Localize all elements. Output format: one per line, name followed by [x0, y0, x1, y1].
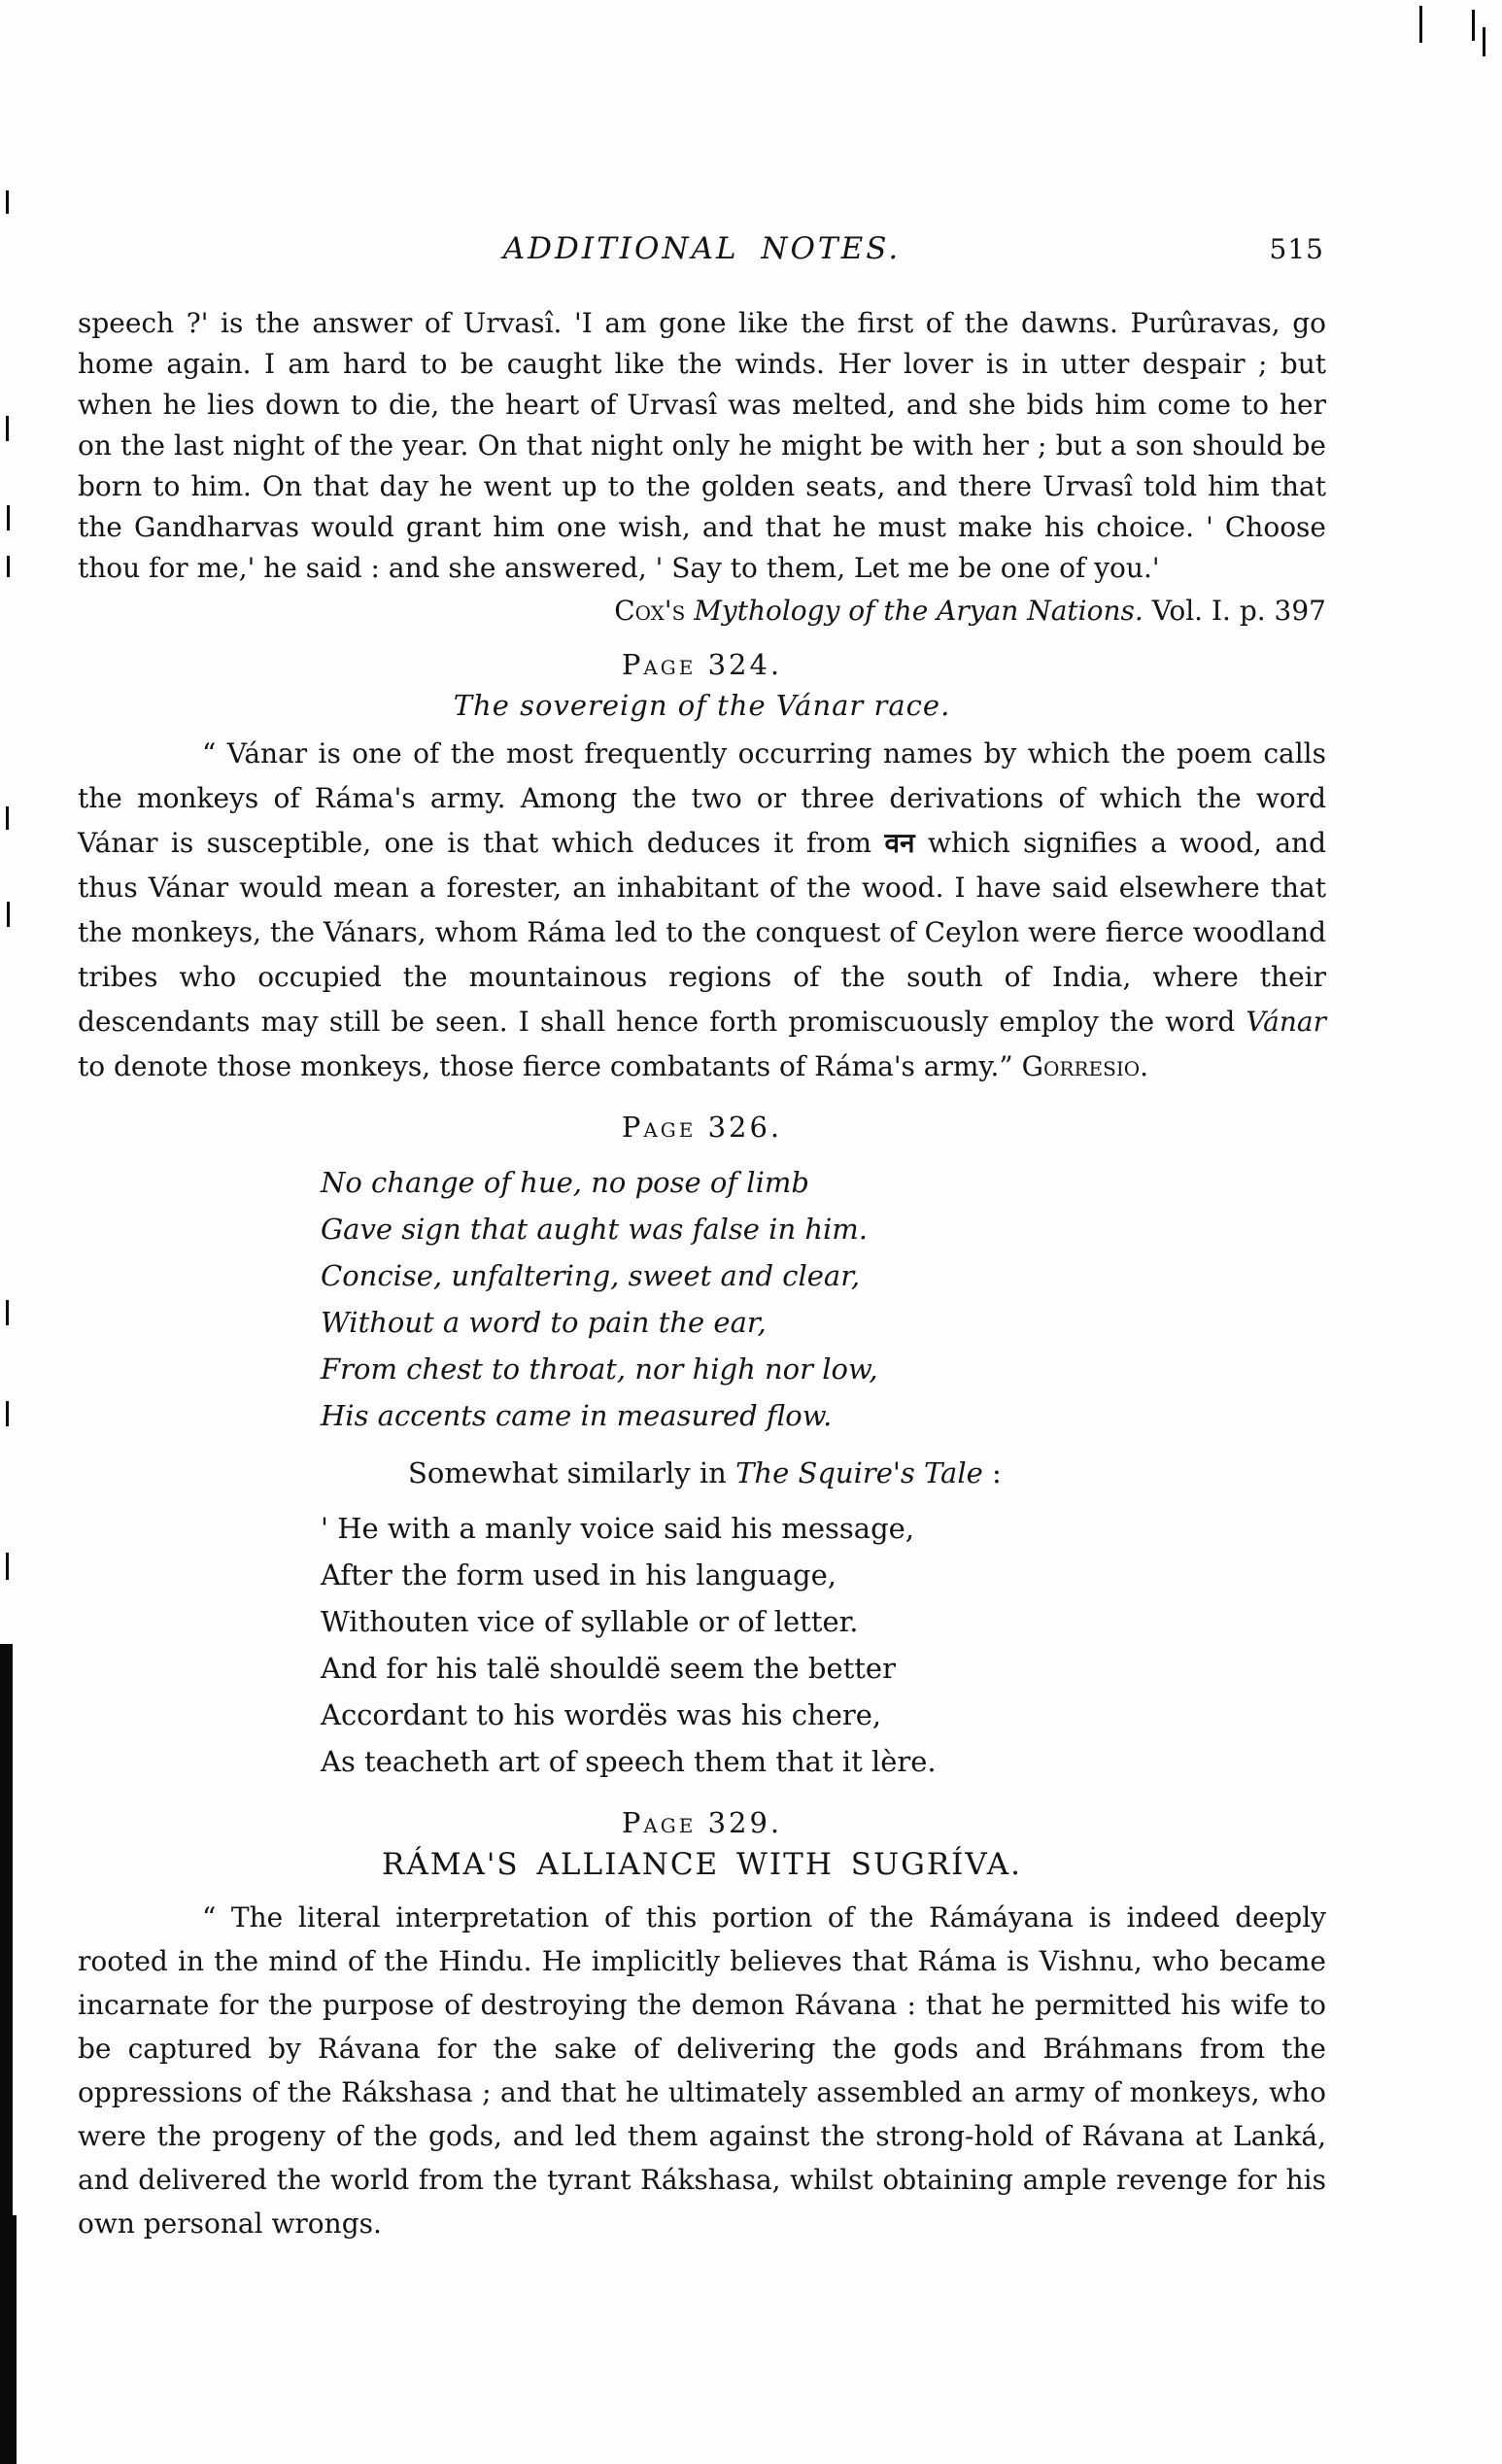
verse-line: No change of hue, no pose of limb	[321, 1166, 809, 1199]
scan-artifact-topright-3	[1483, 27, 1485, 56]
scan-artifact-topright-2	[1472, 10, 1475, 41]
scan-artifact-topright-1	[1419, 6, 1422, 43]
verse-rama-speech	[321, 1159, 1326, 1439]
citation-work-title: Mythology of the Aryan Nations.	[694, 595, 1144, 627]
subtitle-sovereign-vanar: The sovereign of the Vánar race.	[453, 689, 951, 722]
scan-artifact-margin-tick-9	[6, 1553, 9, 1580]
scan-artifact-margin-tick-3	[7, 505, 10, 530]
squire-intro-lead: Somewhat similarly in	[408, 1456, 736, 1489]
citation-locator: Vol. I. p. 397	[1143, 595, 1326, 627]
squire-tale-title: The Squire's Tale	[735, 1456, 983, 1489]
scan-artifact-binding-bar-thick	[0, 2215, 17, 2464]
paragraph-vanar: “ Vánar is one of the most frequently occurring names by which the poem calls the monkeys of Ráma's army. Among the two or three derivations of which the word Vánar is susceptible, one is that which deduces it from वन which signifies a wood, and thus Vánar would mean a forester, an inhabitant of the wood. I have said elsewhere that the monkeys, the Vánars, whom Ráma led to the conquest of Ceylon were fierce woodland tribes who occupied the mountainous regions of the south of India, where their descendants may still be seen. I shall hence forth promiscuously employ the word Vánar to denote those monkeys, those fierce combatants of Ráma's army.” Gorresio.	[78, 737, 1326, 1082]
running-title: ADDITIONAL NOTES.	[502, 231, 902, 266]
verse-line: Withouten vice of syllable or of letter.	[321, 1605, 859, 1638]
scan-artifact-margin-tick-6	[7, 902, 10, 927]
scan-artifact-margin-tick-8	[6, 1401, 9, 1426]
verse-line: As teacheth art of speech them that it lère.	[321, 1745, 937, 1778]
verse-line: From chest to throat, nor high nor low,	[321, 1352, 878, 1386]
page-number: 515	[1269, 233, 1324, 265]
verse-line: Accordant to his wordës was his chere,	[321, 1698, 882, 1731]
verse-line: Concise, unfaltering, sweet and clear,	[321, 1259, 861, 1292]
scan-artifact-margin-tick-5	[6, 806, 9, 830]
verse-line: Without a word to pain the ear,	[321, 1306, 767, 1339]
verse-squires-tale	[321, 1505, 1326, 1785]
verse-line: His accents came in measured flow.	[321, 1399, 833, 1432]
citation-author: Cox's	[614, 595, 695, 627]
verse-line: ' He with a manly voice said his message,	[321, 1512, 915, 1545]
heading-page-329: Page 329.	[621, 1806, 783, 1839]
paragraph-literal-interpretation: “ The literal interpretation of this portion of the Rámáyana is indeed deeply rooted in the mind of the Hindu. He implicitly believes that Ráma is Vishnu, who became incarnate for the purpose of destroying the demon Rávana : that he permitted his wife to be captured by Rávana for the sake of delivering the gods and Bráhmans from the oppressions of the Rákshasa ; and that he ultimately assembled an army of monkeys, who were the progeny of the gods, and led them against the strong-hold of Rávana at Lanká, and delivered the world from the tyrant Rákshasa, whilst obtaining ample revenge for his own personal wrongs.	[78, 1901, 1326, 2240]
squire-tale-intro	[408, 1456, 1326, 1489]
squire-intro-tail: :	[982, 1456, 1002, 1489]
heading-page-324: Page 324.	[621, 648, 783, 681]
scan-artifact-margin-tick-4	[7, 556, 10, 577]
verse-line: After the form used in his language,	[321, 1558, 836, 1591]
heading-page-326: Page 326.	[621, 1111, 783, 1144]
scan-artifact-margin-tick-1	[6, 190, 9, 214]
heading-ramas-alliance: RÁMA'S ALLIANCE WITH SUGRÍVA.	[382, 1847, 1022, 1882]
scan-artifact-margin-tick-2	[6, 416, 9, 441]
scan-artifact-margin-tick-7	[6, 1300, 9, 1325]
page-text-block	[78, 231, 1326, 2245]
verse-line: Gave sign that aught was false in him.	[321, 1213, 869, 1246]
paragraph-urvasi: speech ?' is the answer of Urvasî. 'I am gone like the first of the dawns. Purûravas, go home again. I am hard to be caught like the winds. Her lover is in utter despair ; but when he lies down to die, the heart of Urvasî was melted, and she bids him come to her on the last night of the year. On that night only he might be with her ; but a son should be born to him. On that day he went up to the golden seats, and there Urvasî told him that the Gandharvas would grant him one wish, and that he must make his choice. ' Choose thou for me,' he said : and she answered, ' Say to them, Let me be one of you.'	[78, 307, 1326, 584]
citation-line	[78, 595, 1326, 627]
verse-line: And for his talë shouldë seem the better	[321, 1652, 896, 1685]
page-header	[78, 231, 1326, 276]
